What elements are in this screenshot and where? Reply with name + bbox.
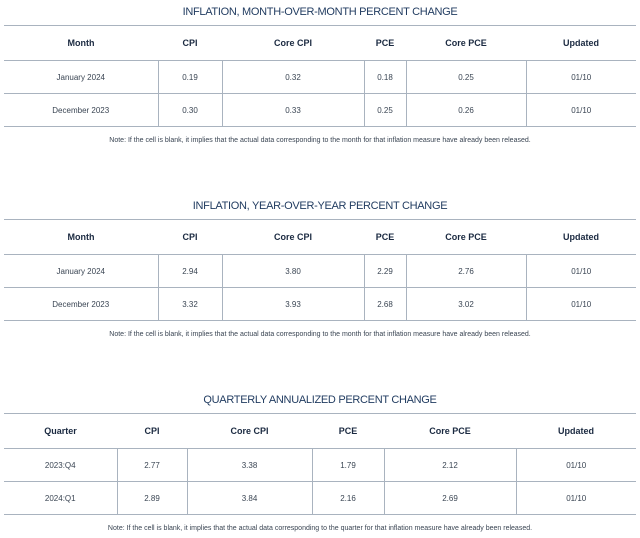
table-row	[4, 255, 636, 288]
section-title-quarterly: QUARTERLY ANNUALIZED PERCENT CHANGE	[203, 394, 437, 406]
col-header-core-cpi: Core CPI	[187, 414, 312, 449]
cell-core-cpi: 0.33	[222, 94, 364, 127]
note-mom: Note: If the cell is blank, it implies that the actual data corresponding to the month for that inflation measure have already been released.	[109, 137, 531, 144]
cell-month: December 2023	[4, 94, 158, 127]
cell-cpi: 2.89	[117, 482, 187, 515]
cell-core-pce: 2.69	[384, 482, 516, 515]
cell-core-pce: 0.25	[406, 61, 526, 94]
table-row	[4, 482, 636, 515]
cell-cpi: 0.30	[158, 94, 222, 127]
col-header-pce: PCE	[364, 220, 406, 255]
cell-core-pce: 3.02	[406, 288, 526, 321]
cell-cpi: 3.32	[158, 288, 222, 321]
cell-updated: 01/10	[526, 94, 636, 127]
col-header-core-pce: Core PCE	[406, 26, 526, 61]
cell-cpi: 0.19	[158, 61, 222, 94]
cell-updated: 01/10	[526, 288, 636, 321]
cell-pce: 0.18	[364, 61, 406, 94]
cell-core-cpi: 3.93	[222, 288, 364, 321]
cell-pce: 2.16	[312, 482, 384, 515]
cell-month: January 2024	[4, 61, 158, 94]
table-quarterly	[4, 413, 636, 515]
col-header-month: Month	[4, 26, 158, 61]
col-header-updated: Updated	[526, 26, 636, 61]
table-row	[4, 61, 636, 94]
table-row	[4, 94, 636, 127]
section-title-mom: INFLATION, MONTH-OVER-MONTH PERCENT CHANGE	[182, 6, 458, 18]
col-header-core-cpi: Core CPI	[222, 26, 364, 61]
cell-pce: 2.29	[364, 255, 406, 288]
table-row	[4, 288, 636, 321]
cell-core-pce: 2.76	[406, 255, 526, 288]
col-header-core-pce: Core PCE	[406, 220, 526, 255]
cell-month: January 2024	[4, 255, 158, 288]
col-header-updated: Updated	[516, 414, 636, 449]
table-header-row	[4, 26, 636, 61]
col-header-pce: PCE	[364, 26, 406, 61]
cell-core-cpi: 3.80	[222, 255, 364, 288]
col-header-cpi: CPI	[158, 220, 222, 255]
cell-updated: 01/10	[526, 61, 636, 94]
cell-cpi: 2.77	[117, 449, 187, 482]
col-header-month: Month	[4, 220, 158, 255]
col-header-cpi: CPI	[158, 26, 222, 61]
col-header-pce: PCE	[312, 414, 384, 449]
table-row	[4, 449, 636, 482]
col-header-quarter: Quarter	[4, 414, 117, 449]
cell-core-pce: 2.12	[384, 449, 516, 482]
cell-core-pce: 0.26	[406, 94, 526, 127]
cell-core-cpi: 3.84	[187, 482, 312, 515]
cell-updated: 01/10	[516, 482, 636, 515]
col-header-cpi: CPI	[117, 414, 187, 449]
table-mom	[4, 25, 636, 127]
cell-core-cpi: 3.38	[187, 449, 312, 482]
note-quarterly: Note: If the cell is blank, it implies that the actual data corresponding to the quarter for that inflation measure have already been released.	[107, 525, 533, 532]
cell-cpi: 2.94	[158, 255, 222, 288]
cell-updated: 01/10	[526, 255, 636, 288]
section-title-yoy: INFLATION, YEAR-OVER-YEAR PERCENT CHANGE	[192, 200, 448, 212]
table-header-row	[4, 414, 636, 449]
cell-pce: 0.25	[364, 94, 406, 127]
cell-core-cpi: 0.32	[222, 61, 364, 94]
cell-pce: 1.79	[312, 449, 384, 482]
table-header-row	[4, 220, 636, 255]
note-yoy: Note: If the cell is blank, it implies that the actual data corresponding to the month for that inflation measure have already been released.	[109, 331, 531, 338]
cell-month: December 2023	[4, 288, 158, 321]
cell-updated: 01/10	[516, 449, 636, 482]
col-header-core-pce: Core PCE	[384, 414, 516, 449]
col-header-core-cpi: Core CPI	[222, 220, 364, 255]
cell-quarter: 2023:Q4	[4, 449, 117, 482]
cell-pce: 2.68	[364, 288, 406, 321]
cell-quarter: 2024:Q1	[4, 482, 117, 515]
col-header-updated: Updated	[526, 220, 636, 255]
table-yoy	[4, 219, 636, 321]
